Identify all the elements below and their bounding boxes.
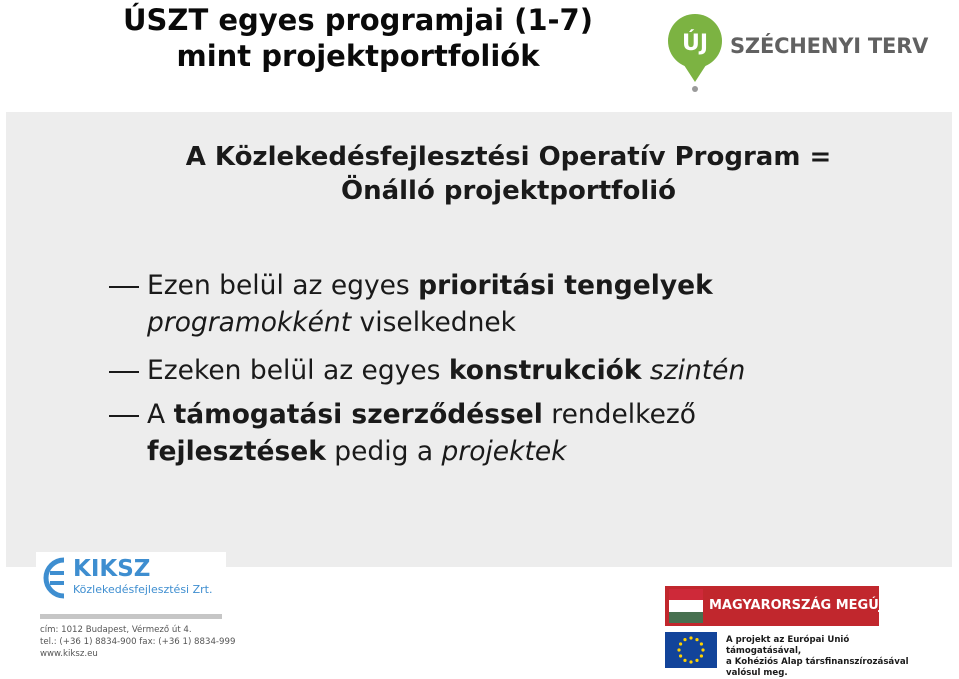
- bullet-2-text-a: Ezeken belül az egyes: [147, 355, 449, 386]
- kiksz-web: www.kiksz.eu: [40, 649, 98, 659]
- eu-line-2: a Kohéziós Alap társfinanszírozásával: [726, 657, 909, 667]
- kiksz-name: KIKSZ: [73, 556, 151, 582]
- subtitle-line-2: Önálló projektportfolió: [340, 176, 677, 206]
- bullet-1-bold: prioritási tengelyek: [418, 270, 713, 301]
- eu-support-text: [726, 635, 926, 679]
- eu-line-1: A projekt az Európai Unió támogatásával,: [726, 635, 850, 656]
- magyarorszag-megujul-banner: [665, 586, 903, 626]
- banner-text: MAGYARORSZÁG MEGÚJUL: [709, 598, 903, 613]
- subtitle-line-1: A Közlekedésfejlesztési Operatív Program =: [185, 142, 832, 172]
- kiksz-emblem-icon: [40, 556, 70, 600]
- brand-text: SZÉCHENYI TERV: [730, 34, 929, 58]
- kiksz-phone: tel.: (+36 1) 8834-900 fax: (+36 1) 8834-999: [40, 637, 236, 647]
- bullet-1-text-a: Ezen belül az egyes: [147, 270, 419, 301]
- kiksz-subname: Közlekedésfejlesztési Zrt.: [73, 583, 213, 596]
- kiksz-address: cím: 1012 Budapest, Vérmező út 4.: [40, 625, 192, 635]
- dash-icon: [109, 286, 139, 288]
- kiksz-logo: [36, 552, 236, 662]
- bullet-2-text: [147, 352, 887, 389]
- bullet-3-bold-a: támogatási szerződéssel: [173, 399, 543, 430]
- bullet-2-italic: szintén: [641, 355, 746, 386]
- bullet-3-italic: projektek: [441, 436, 567, 467]
- bullet-3-text-c: pedig a: [325, 436, 442, 467]
- pin-text: ÚJ: [681, 31, 709, 56]
- dash-icon: [109, 371, 139, 373]
- title-line-1: ÚSZT egyes programjai (1-7): [123, 3, 593, 37]
- bullet-3-bold-b: fejlesztések: [147, 436, 326, 467]
- location-pin-icon: [666, 14, 724, 94]
- bullet-2-bold: konstrukciók: [448, 355, 642, 386]
- bullet-3-text-a: A: [147, 399, 174, 430]
- bullet-1-text: [147, 267, 887, 341]
- dash-icon: [109, 415, 139, 417]
- title-line-2: mint projektportfoliók: [176, 39, 540, 73]
- eu-line-3: valósul meg.: [726, 668, 788, 678]
- slide-title: [88, 2, 628, 74]
- szechenyi-terv-logo: [660, 14, 929, 94]
- bullet-1-italic: programokként: [147, 307, 352, 338]
- eu-flag-icon: [665, 632, 717, 668]
- bullet-3-text: [147, 396, 887, 470]
- slide-subtitle: [106, 140, 911, 208]
- divider: [40, 614, 222, 619]
- hungarian-flag-icon: [669, 589, 703, 623]
- bullet-3-text-b: rendelkező: [542, 399, 696, 430]
- slide-content: [6, 112, 952, 567]
- bullet-1-text-b: viselkednek: [351, 307, 517, 338]
